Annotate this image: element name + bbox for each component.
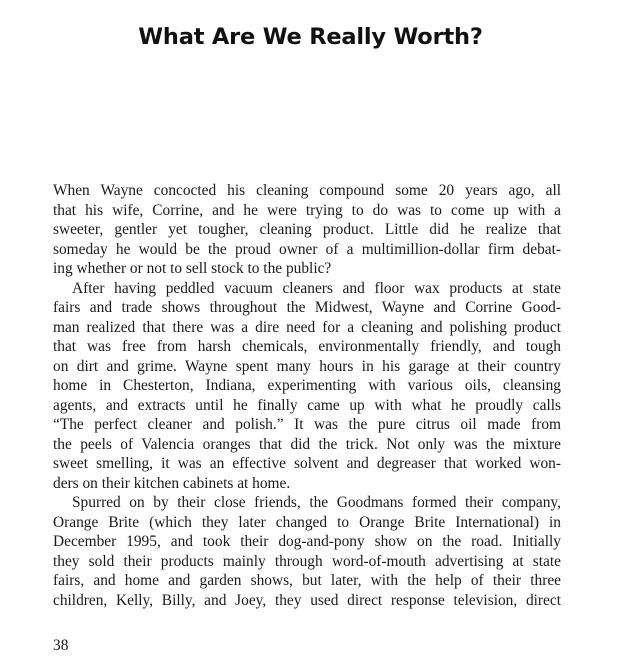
paragraph [53,279,561,494]
text-line: ing whether or not to sell stock to the public? [53,260,332,277]
text-line: someday he would be the proud owner of a multimillion-dollar firm debat- [53,240,561,258]
page-title: What Are We Really Worth? [138,24,483,50]
body-text [53,181,561,610]
text-line: agents, and extracts until he finally came up with what he proudly calls [53,396,561,414]
text-line: man realized that there was a dire need for a cleaning and polishing product [53,318,561,336]
text-line: Spurred on by their close friends, the Goodmans formed their company, [72,494,561,511]
paragraph [53,181,561,279]
text-line: Orange Brite (which they later changed to Orange Brite International) in [53,513,561,531]
text-line: home in Chesterton, Indiana, experimenting with various oils, cleansing [53,377,561,394]
text-line: “The perfect cleaner and polish.” It was the pure citrus oil made from [53,416,561,433]
text-line: on dirt and grime. Wayne spent many hours in his garage at their country [53,357,561,375]
text-line: they sold their products mainly through word-of-mouth advertising at state [53,552,561,570]
text-line: When Wayne concocted his cleaning compound some 20 years ago, all [53,182,561,199]
text-line: fairs, and home and garden shows, but later, with the help of their three [53,572,561,589]
page-number: 38 [53,637,69,654]
text-line: that his wife, Corrine, and he were trying to do was to come up with a [53,201,561,219]
text-line: December 1995, and took their dog-and-pony show on the road. Initially [53,533,561,550]
text-line: sweeter, gentler yet tougher, cleaning product. Little did he realize that [53,221,561,238]
text-line: fairs and trade shows throughout the Midwest, Wayne and Corrine Good- [53,299,561,316]
text-line: ders on their kitchen cabinets at home. [53,474,291,492]
text-line: that was free from harsh chemicals, environmentally friendly, and tough [53,338,561,355]
paragraph [53,493,561,610]
text-line: the peels of Valencia oranges that did the trick. Not only was the mixture [53,435,561,453]
text-line: After having peddled vacuum cleaners and floor wax products at state [72,279,561,297]
text-line: sweet smelling, it was an effective solvent and degreaser that worked won- [53,455,561,472]
text-line: children, Kelly, Billy, and Joey, they used direct response television, direct [53,591,561,609]
